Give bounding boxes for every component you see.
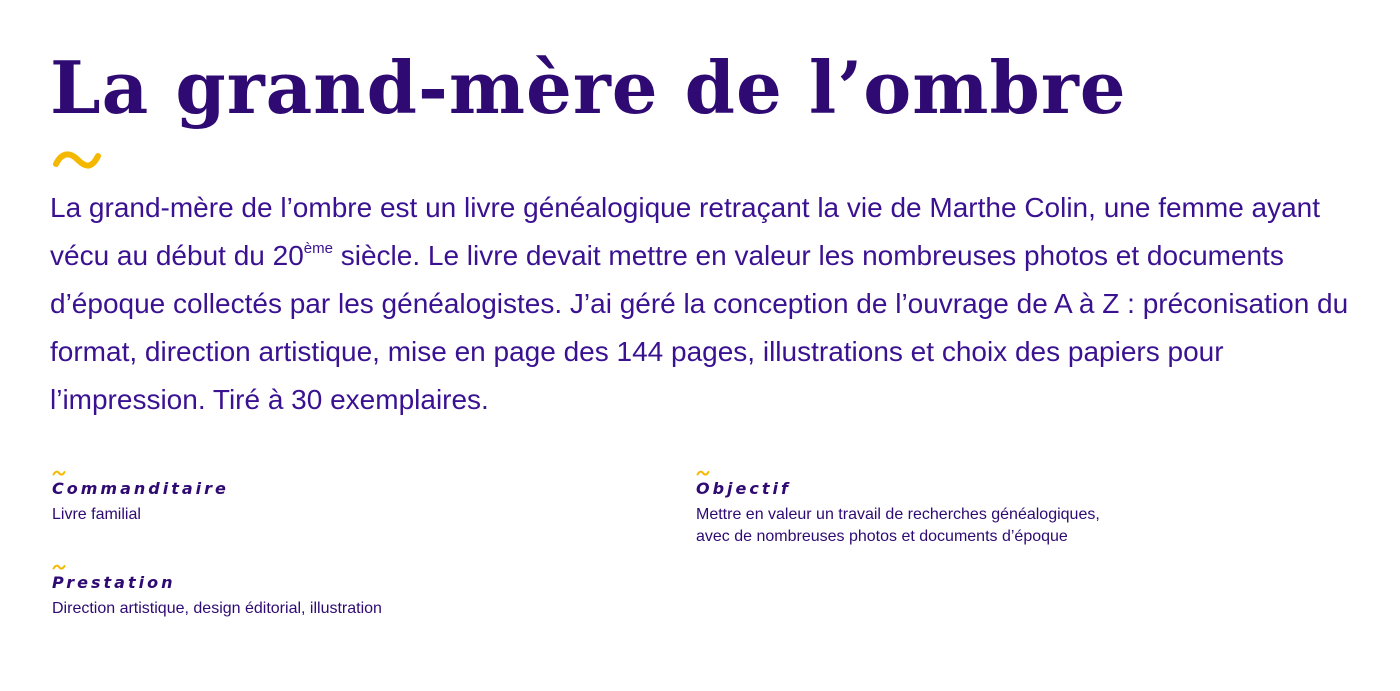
prestation-value: Direction artistique, design éditorial, illustration [52, 600, 382, 617]
commanditaire-label: Commanditaire [52, 479, 229, 498]
tilde-icon [52, 138, 104, 178]
tilde-icon [696, 468, 710, 478]
page-title: La grand-mère de l’ombre [50, 45, 1127, 130]
description-superscript: ème [303, 240, 333, 257]
prestation-label: Prestation [52, 573, 176, 592]
description-text-2: siècle. Le livre devait mettre en valeur les nombreuses photos et documents d’époque collectés par les généalogistes. J’ai géré la conception de l’ouvrage de A à Z : préconisation du format, direction artistique, mise en page des 144 pages, illustrations et choix des papiers pour l’impression. Tiré à 30 exemplaires. [50, 240, 1349, 415]
description-text-1: La grand-mère de l’ombre est un livre généalogique retraçant la vie de Marthe Colin, une femme ayant vécu au début du 20 [50, 192, 1321, 271]
info-objectif [696, 468, 1100, 548]
commanditaire-value: Livre familial [52, 506, 141, 523]
objectif-value: Mettre en valeur un travail de recherches généalogiques, avec de nombreuses photos et documents d’époque [696, 506, 1100, 545]
objectif-label: Objectif [696, 479, 791, 498]
project-description [50, 184, 1360, 424]
tilde-icon [52, 562, 66, 572]
info-commanditaire [52, 468, 229, 526]
tilde-icon [52, 468, 66, 478]
info-prestation [52, 562, 382, 620]
